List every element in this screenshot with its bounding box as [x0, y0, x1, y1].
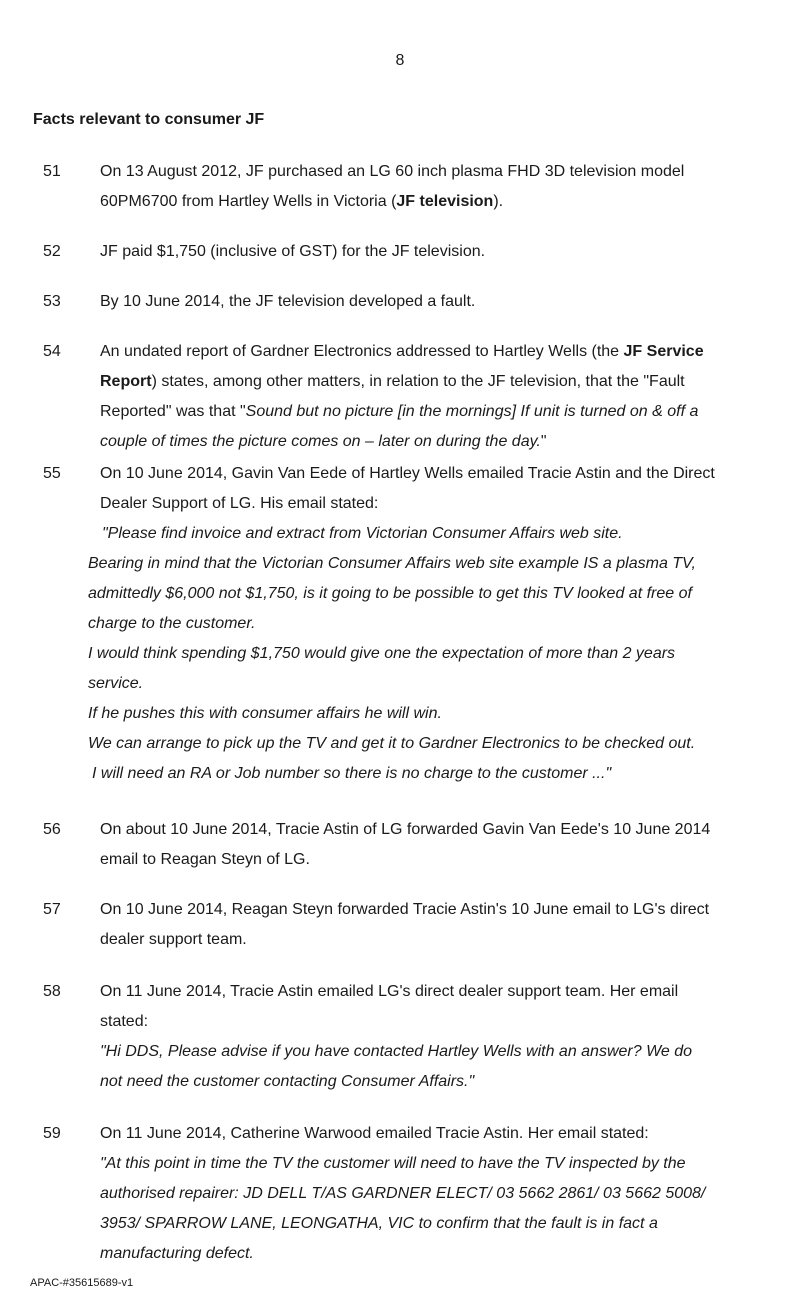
quote-line: manufacturing defect.: [100, 1245, 254, 1262]
quote-line: Bearing in mind that the Victorian Consumer Affairs web site example IS a plasma TV,: [88, 555, 696, 572]
paragraph-line: [100, 427, 790, 457]
paragraph-line: [100, 187, 790, 217]
paragraph-body: [100, 895, 790, 955]
quote-line: not need the customer contacting Consumer Affairs.": [100, 1073, 475, 1090]
page-number: 8: [395, 52, 405, 69]
paragraph-body: [100, 1119, 790, 1269]
paragraph-body: [100, 815, 790, 875]
quote-line: "At this point in time the TV the customer will need to have the TV inspected by the: [100, 1155, 686, 1172]
paragraph-number: 56: [43, 821, 61, 838]
paragraph-number: 54: [43, 343, 61, 360]
quote-line: authorised repairer: JD DELL T/AS GARDNER ELECT/ 03 5662 2861/ 03 5662 5008/: [100, 1185, 706, 1202]
paragraph-line: On 11 June 2014, Tracie Astin emailed LG's direct dealer support team. Her email: [100, 983, 679, 1000]
quoted-text: couple of times the picture comes on – later on during the day.: [100, 433, 541, 450]
defined-term: JF Service: [623, 343, 704, 360]
paragraph-number: 58: [43, 983, 61, 1000]
paragraph-line: email to Reagan Steyn of LG.: [100, 851, 310, 868]
quote-line: service.: [88, 675, 144, 692]
paragraph-line: On 11 June 2014, Catherine Warwood emailed Tracie Astin. Her email stated:: [100, 1125, 649, 1142]
email-quote-55: [88, 519, 788, 789]
paragraph-number: 59: [43, 1125, 61, 1142]
quote-line: charge to the customer.: [88, 615, 256, 632]
paragraph-number: 52: [43, 243, 61, 260]
paragraph-line: On about 10 June 2014, Tracie Astin of LG forwarded Gavin Van Eede's 10 June 2014: [100, 821, 711, 838]
paragraph-body: [100, 337, 790, 457]
quote-line: "Hi DDS, Please advise if you have contacted Hartley Wells with an answer? We do: [100, 1043, 693, 1060]
quote-line: I would think spending $1,750 would give one the expectation of more than 2 years: [88, 645, 676, 662]
paragraph-body: [100, 459, 790, 519]
section-heading: Facts relevant to consumer JF: [33, 111, 265, 128]
defined-term: Report: [100, 373, 152, 390]
text-span: ": [540, 433, 547, 450]
paragraph-number: 53: [43, 293, 61, 310]
paragraph-body: [100, 237, 790, 267]
paragraph-number: 51: [43, 163, 61, 180]
paragraph-line: On 13 August 2012, JF purchased an LG 60 inch plasma FHD 3D television model: [100, 163, 685, 180]
quote-line: If he pushes this with consumer affairs he will win.: [88, 705, 442, 722]
text-span: ) states, among other matters, in relation to the JF television, that the "Fault: [151, 373, 685, 390]
defined-term: JF television: [396, 193, 494, 210]
paragraph-line: [100, 397, 790, 427]
text-span: 60PM6700 from Hartley Wells in Victoria (: [100, 193, 397, 210]
paragraph-line: On 10 June 2014, Reagan Steyn forwarded Tracie Astin's 10 June email to LG's direct: [100, 901, 710, 918]
paragraph-body: [100, 157, 790, 217]
quote-line: We can arrange to pick up the TV and get it to Gardner Electronics to be checked out.: [88, 735, 696, 752]
paragraph-body: [100, 977, 790, 1097]
document-reference: APAC-#35615689-v1: [30, 1277, 134, 1289]
paragraph-line: [100, 337, 790, 367]
quoted-text: Sound but no picture [in the mornings] If unit is turned on & off a: [245, 403, 699, 420]
paragraph-line: By 10 June 2014, the JF television developed a fault.: [100, 293, 476, 310]
quote-line: 3953/ SPARROW LANE, LEONGATHA, VIC to confirm that the fault is in fact a: [100, 1215, 658, 1232]
paragraph-line: On 10 June 2014, Gavin Van Eede of Hartley Wells emailed Tracie Astin and the Direct: [100, 465, 715, 482]
quote-line: admittedly $6,000 not $1,750, is it going to be possible to get this TV looked at free of: [88, 585, 692, 602]
paragraph-line: stated:: [100, 1013, 149, 1030]
quote-line: I will need an RA or Job number so there is no charge to the customer ...": [92, 765, 612, 782]
paragraph-line: Dealer Support of LG. His email stated:: [100, 495, 379, 512]
text-span: Reported" was that ": [100, 403, 246, 420]
paragraph-body: [100, 287, 790, 317]
paragraph-line: [100, 367, 790, 397]
paragraph-line: dealer support team.: [100, 931, 247, 948]
paragraph-number: 55: [43, 465, 61, 482]
paragraph-line: JF paid $1,750 (inclusive of GST) for the JF television.: [100, 243, 486, 260]
text-span: ).: [493, 193, 504, 210]
text-span: An undated report of Gardner Electronics addressed to Hartley Wells (the: [100, 343, 624, 360]
paragraph-number: 57: [43, 901, 61, 918]
quote-line: "Please find invoice and extract from Victorian Consumer Affairs web site.: [102, 525, 623, 542]
